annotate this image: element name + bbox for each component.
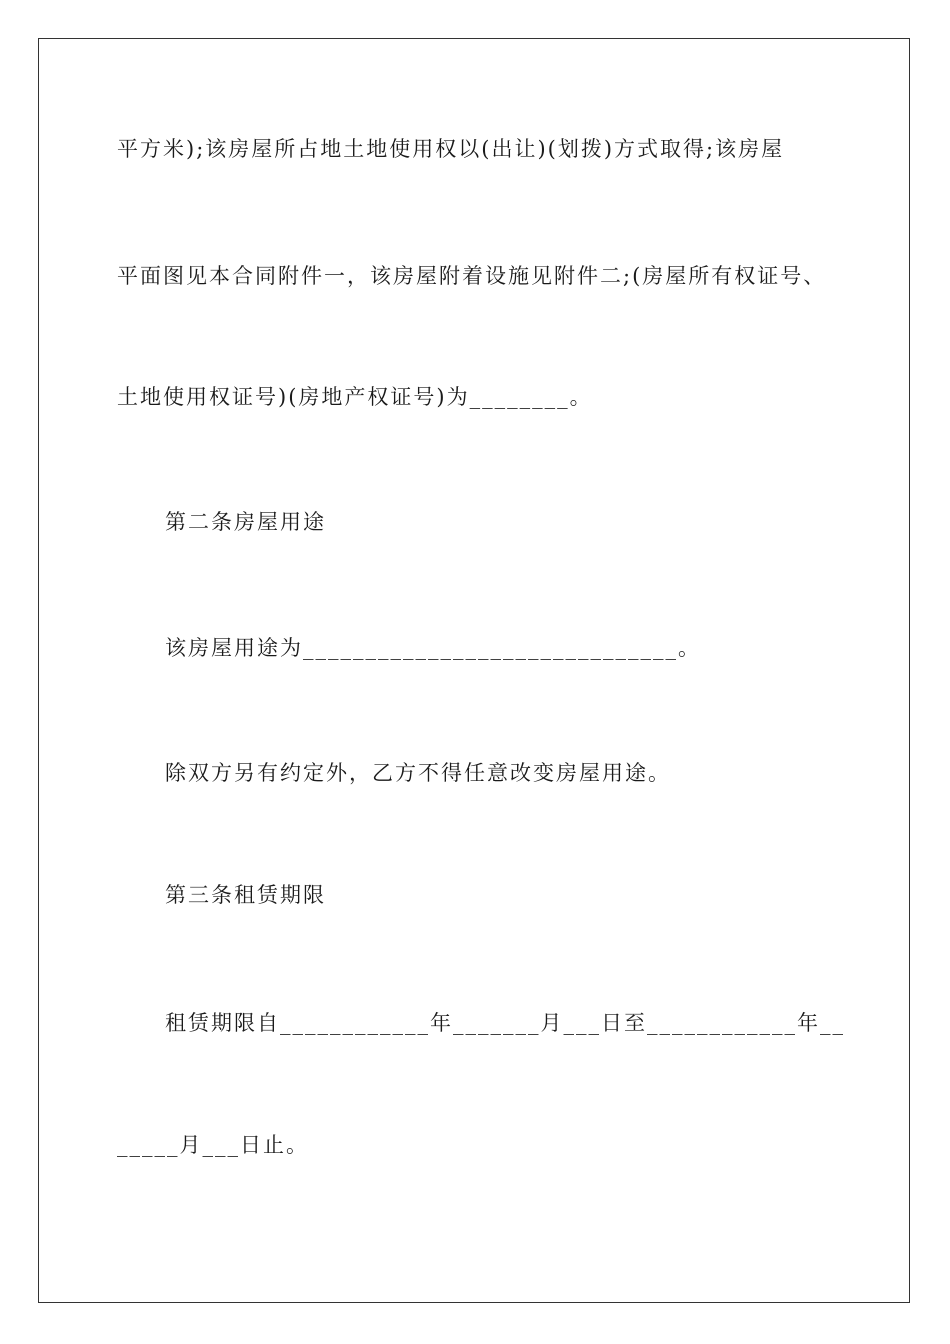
paragraph-line-certificate-number: 土地使用权证号)(房地产权证号)为________。: [117, 385, 593, 409]
paragraph-line-land-use-rights: 平方米);该房屋所占地土地使用权以(出让)(划拨)方式取得;该房屋: [117, 137, 785, 161]
paragraph-line-use-restriction: 除双方另有约定外，乙方不得任意改变房屋用途。: [165, 761, 671, 785]
paragraph-line-lease-term-start: 租赁期限自____________年_______月___日至____________年__: [165, 1011, 845, 1035]
section-heading-house-use: 第二条房屋用途: [165, 510, 326, 534]
paragraph-line-floor-plan-attachments: 平面图见本合同附件一，该房屋附着设施见附件二;(房屋所有权证号、: [117, 264, 827, 288]
page-border: [38, 38, 910, 1303]
paragraph-line-lease-term-end: _____月___日止。: [117, 1133, 309, 1157]
section-heading-lease-term: 第三条租赁期限: [165, 883, 326, 907]
paragraph-line-house-use: 该房屋用途为______________________________。: [165, 636, 701, 660]
